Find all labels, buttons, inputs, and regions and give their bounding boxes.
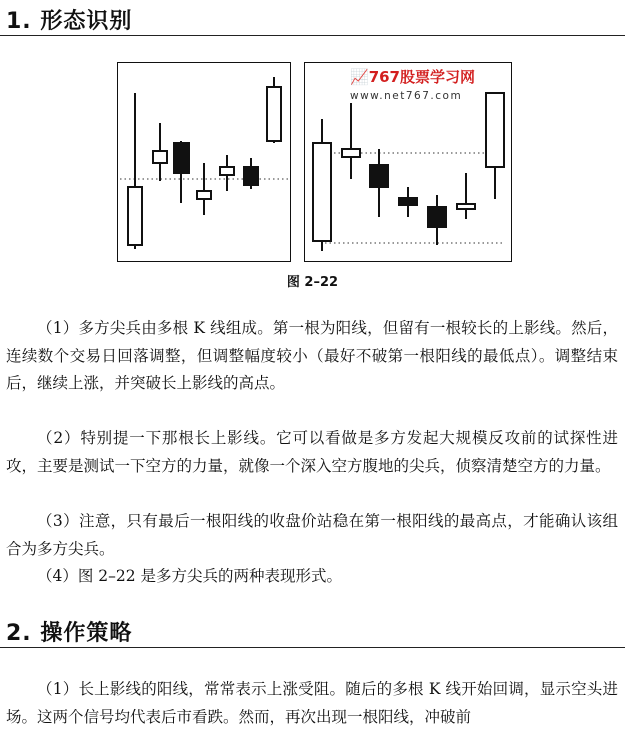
candle-body-bearish bbox=[244, 167, 258, 185]
paragraph: （2）特别提一下那根长上影线。它可以看做是多方发起大规模反攻前的试探性进攻，主要是测试一下空方的力量，就像一个深入空方腹地的尖兵，侦察清楚空方的力量。 bbox=[6, 429, 618, 475]
heading-rule bbox=[0, 647, 625, 648]
candle-body-bullish bbox=[267, 87, 281, 141]
candle-body-bearish bbox=[428, 207, 446, 227]
candle-body-bullish bbox=[457, 204, 475, 209]
watermark-logo-text: 767股票学习网 bbox=[368, 68, 475, 86]
paragraph: （1）多方尖兵由多根 K 线组成。第一根为阳线，但留有一根较长的上影线。然后，连续数个交易日回落调整，但调整幅度较小（最好不破第一根阳线的最低点）。调整结束后，继续上涨，并突破长上影线的高点。 bbox=[6, 319, 618, 392]
candle-body-bullish bbox=[313, 143, 331, 241]
candle-body-bullish bbox=[342, 149, 360, 157]
section-heading-operation-strategy: 2. 操作策略 bbox=[6, 621, 133, 646]
candle-body-bullish bbox=[153, 151, 167, 163]
candle-body-bullish bbox=[197, 191, 211, 199]
candle-body-bearish bbox=[174, 143, 189, 173]
watermark-logo bbox=[350, 66, 475, 87]
paragraph: （3）注意，只有最后一根阳线的收盘价站稳在第一根阳线的最高点，才能确认该组合为多方尖兵。 bbox=[6, 512, 618, 558]
watermark-url: www.net767.com bbox=[350, 90, 463, 102]
candlestick-chart-left bbox=[117, 62, 291, 262]
candle-body-bearish bbox=[370, 165, 388, 187]
heading-rule bbox=[0, 35, 625, 36]
chart-icon: 📈 bbox=[350, 68, 369, 86]
candle-body-bullish bbox=[486, 93, 504, 167]
candle-body-bullish bbox=[128, 187, 142, 245]
figure-caption: 图 2–22 bbox=[286, 275, 339, 290]
section-heading-pattern-recognition: 1. 形态识别 bbox=[6, 9, 133, 34]
candle-body-bearish bbox=[399, 198, 417, 205]
paragraph: （4）图 2–22 是多方尖兵的两种表现形式。 bbox=[37, 567, 343, 585]
candlestick-svg-left bbox=[118, 63, 290, 261]
candle-body-bullish bbox=[220, 167, 234, 175]
paragraph: （1）长上影线的阳线，常常表示上涨受阻。随后的多根 K 线开始回调，显示空头进场。这两个信号均代表后市看跌。然而，再次出现一根阳线，冲破前 bbox=[6, 680, 618, 726]
